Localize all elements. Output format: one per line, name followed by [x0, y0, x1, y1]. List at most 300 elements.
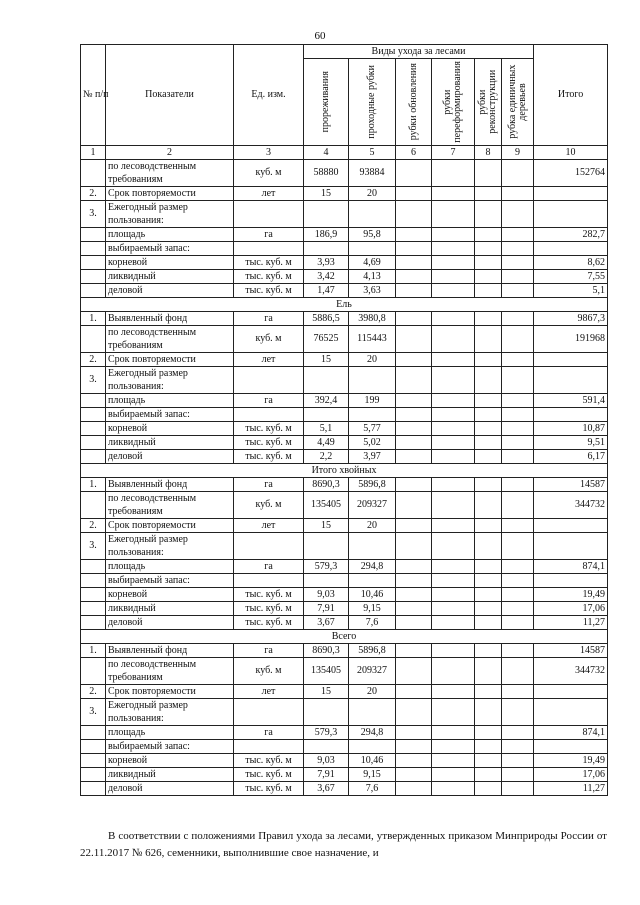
value-thinning: 135405	[304, 491, 349, 518]
value-reconstruction-cutting	[475, 255, 502, 269]
value-total: 14587	[534, 643, 608, 657]
value-thinning: 186,9	[304, 227, 349, 241]
value-renewal-cutting	[396, 407, 432, 421]
value-thinning: 76525	[304, 325, 349, 352]
row-unit: га	[234, 559, 304, 573]
value-reform-cutting	[432, 325, 475, 352]
row-number	[81, 739, 106, 753]
value-single-tree-cutting	[502, 657, 534, 684]
row-indicator: Срок повторяемости	[106, 352, 234, 366]
value-thinning	[304, 407, 349, 421]
value-total: 10,87	[534, 421, 608, 435]
value-thinning: 8690,3	[304, 477, 349, 491]
column-number: 9	[502, 145, 534, 159]
value-reform-cutting	[432, 518, 475, 532]
row-number: 2.	[81, 186, 106, 200]
value-reform-cutting	[432, 587, 475, 601]
row-unit	[234, 407, 304, 421]
value-single-tree-cutting	[502, 325, 534, 352]
value-thinning: 15	[304, 684, 349, 698]
row-indicator: по лесоводственным требованиям	[106, 159, 234, 186]
row-indicator: Ежегодный размер пользования:	[106, 698, 234, 725]
row-indicator: выбираемый запас:	[106, 573, 234, 587]
value-reform-cutting	[432, 393, 475, 407]
table-row	[81, 325, 608, 352]
row-unit: тыс. куб. м	[234, 255, 304, 269]
value-renewal-cutting	[396, 657, 432, 684]
value-total	[534, 366, 608, 393]
value-reform-cutting	[432, 601, 475, 615]
value-reconstruction-cutting	[475, 601, 502, 615]
value-renewal-cutting	[396, 311, 432, 325]
header-single-tree-cutting: рубка единичных деревьев	[506, 64, 528, 139]
value-total	[534, 573, 608, 587]
value-single-tree-cutting	[502, 186, 534, 200]
value-reform-cutting	[432, 449, 475, 463]
value-single-tree-cutting	[502, 283, 534, 297]
row-unit	[234, 698, 304, 725]
value-thinning: 7,91	[304, 767, 349, 781]
value-total	[534, 186, 608, 200]
value-passage-cutting	[349, 366, 396, 393]
column-number: 7	[432, 145, 475, 159]
row-number	[81, 491, 106, 518]
value-total: 5,1	[534, 283, 608, 297]
value-reconstruction-cutting	[475, 615, 502, 629]
value-single-tree-cutting	[502, 435, 534, 449]
row-indicator: по лесоводственным требованиям	[106, 491, 234, 518]
value-reform-cutting	[432, 657, 475, 684]
value-reconstruction-cutting	[475, 393, 502, 407]
table-row	[81, 186, 608, 200]
row-unit: лет	[234, 352, 304, 366]
value-renewal-cutting	[396, 186, 432, 200]
row-indicator: выбираемый запас:	[106, 407, 234, 421]
value-passage-cutting: 20	[349, 684, 396, 698]
value-reform-cutting	[432, 573, 475, 587]
value-reform-cutting	[432, 739, 475, 753]
value-thinning: 1,47	[304, 283, 349, 297]
value-renewal-cutting	[396, 739, 432, 753]
table-row	[81, 227, 608, 241]
value-reconstruction-cutting	[475, 781, 502, 795]
section-title: Всего	[81, 629, 608, 643]
value-reconstruction-cutting	[475, 269, 502, 283]
value-single-tree-cutting	[502, 449, 534, 463]
row-number	[81, 241, 106, 255]
value-renewal-cutting	[396, 643, 432, 657]
value-reconstruction-cutting	[475, 698, 502, 725]
value-renewal-cutting	[396, 781, 432, 795]
row-unit: га	[234, 725, 304, 739]
header-thinning: прореживания	[320, 71, 331, 133]
value-thinning: 15	[304, 186, 349, 200]
row-number	[81, 767, 106, 781]
table-row	[81, 407, 608, 421]
value-reform-cutting	[432, 352, 475, 366]
value-passage-cutting: 5896,8	[349, 643, 396, 657]
value-passage-cutting: 209327	[349, 657, 396, 684]
value-reform-cutting	[432, 725, 475, 739]
row-unit: лет	[234, 684, 304, 698]
value-reform-cutting	[432, 684, 475, 698]
table-row	[81, 739, 608, 753]
value-total	[534, 532, 608, 559]
value-total: 7,55	[534, 269, 608, 283]
value-renewal-cutting	[396, 684, 432, 698]
row-indicator: корневой	[106, 255, 234, 269]
value-reconstruction-cutting	[475, 587, 502, 601]
row-unit: га	[234, 477, 304, 491]
value-single-tree-cutting	[502, 407, 534, 421]
row-indicator: Срок повторяемости	[106, 518, 234, 532]
value-reconstruction-cutting	[475, 518, 502, 532]
row-number	[81, 573, 106, 587]
header-reform-cutting: рубки переформирования	[442, 60, 463, 143]
value-single-tree-cutting	[502, 518, 534, 532]
value-renewal-cutting	[396, 449, 432, 463]
value-single-tree-cutting	[502, 615, 534, 629]
value-passage-cutting	[349, 532, 396, 559]
value-passage-cutting	[349, 407, 396, 421]
value-passage-cutting: 209327	[349, 491, 396, 518]
value-single-tree-cutting	[502, 255, 534, 269]
section-title: Итого хвойных	[81, 463, 608, 477]
value-single-tree-cutting	[502, 200, 534, 227]
row-unit	[234, 241, 304, 255]
value-passage-cutting: 4,13	[349, 269, 396, 283]
row-number	[81, 325, 106, 352]
value-passage-cutting: 199	[349, 393, 396, 407]
row-indicator: площадь	[106, 559, 234, 573]
row-unit: га	[234, 311, 304, 325]
row-number	[81, 255, 106, 269]
value-renewal-cutting	[396, 227, 432, 241]
table-row	[81, 241, 608, 255]
row-number	[81, 227, 106, 241]
column-number: 1	[81, 145, 106, 159]
value-reconstruction-cutting	[475, 352, 502, 366]
value-passage-cutting: 5,77	[349, 421, 396, 435]
table-row	[81, 311, 608, 325]
value-passage-cutting: 10,46	[349, 753, 396, 767]
forest-care-table	[80, 44, 608, 796]
value-reconstruction-cutting	[475, 407, 502, 421]
value-renewal-cutting	[396, 559, 432, 573]
row-unit: тыс. куб. м	[234, 753, 304, 767]
value-reconstruction-cutting	[475, 767, 502, 781]
row-indicator: Выявленный фонд	[106, 311, 234, 325]
table-row	[81, 449, 608, 463]
value-total	[534, 684, 608, 698]
table-row	[81, 477, 608, 491]
value-renewal-cutting	[396, 366, 432, 393]
row-number	[81, 449, 106, 463]
table-row	[81, 518, 608, 532]
value-renewal-cutting	[396, 601, 432, 615]
value-renewal-cutting	[396, 352, 432, 366]
value-passage-cutting: 20	[349, 352, 396, 366]
value-reconstruction-cutting	[475, 477, 502, 491]
row-unit: куб. м	[234, 159, 304, 186]
value-total: 152764	[534, 159, 608, 186]
value-total	[534, 241, 608, 255]
value-total: 344732	[534, 657, 608, 684]
row-unit: тыс. куб. м	[234, 449, 304, 463]
value-thinning: 135405	[304, 657, 349, 684]
row-number	[81, 725, 106, 739]
value-total: 191968	[534, 325, 608, 352]
row-number	[81, 283, 106, 297]
table-row	[81, 421, 608, 435]
value-thinning: 8690,3	[304, 643, 349, 657]
row-unit: га	[234, 227, 304, 241]
value-reform-cutting	[432, 477, 475, 491]
value-reconstruction-cutting	[475, 449, 502, 463]
value-reform-cutting	[432, 200, 475, 227]
table-body	[81, 159, 608, 795]
row-indicator: по лесоводственным требованиям	[106, 325, 234, 352]
row-number: 3.	[81, 200, 106, 227]
row-number	[81, 269, 106, 283]
value-total: 11,27	[534, 781, 608, 795]
value-reconstruction-cutting	[475, 435, 502, 449]
row-number	[81, 407, 106, 421]
row-unit: га	[234, 393, 304, 407]
value-reform-cutting	[432, 186, 475, 200]
value-thinning: 3,42	[304, 269, 349, 283]
value-single-tree-cutting	[502, 781, 534, 795]
value-single-tree-cutting	[502, 532, 534, 559]
row-unit: тыс. куб. м	[234, 587, 304, 601]
value-single-tree-cutting	[502, 159, 534, 186]
value-total: 9867,3	[534, 311, 608, 325]
value-renewal-cutting	[396, 518, 432, 532]
value-reform-cutting	[432, 435, 475, 449]
row-indicator: Ежегодный размер пользования:	[106, 200, 234, 227]
value-reconstruction-cutting	[475, 325, 502, 352]
value-thinning: 5,1	[304, 421, 349, 435]
header-indicators: Показатели	[106, 45, 234, 146]
row-unit	[234, 739, 304, 753]
row-unit: тыс. куб. м	[234, 435, 304, 449]
value-thinning: 579,3	[304, 725, 349, 739]
header-unit: Ед. изм.	[234, 45, 304, 146]
value-thinning: 7,91	[304, 601, 349, 615]
value-renewal-cutting	[396, 393, 432, 407]
value-renewal-cutting	[396, 269, 432, 283]
value-passage-cutting: 3980,8	[349, 311, 396, 325]
value-total: 591,4	[534, 393, 608, 407]
table-row	[81, 601, 608, 615]
table-row	[81, 255, 608, 269]
header-renewal-cutting: рубки обновления	[407, 63, 419, 141]
value-passage-cutting: 20	[349, 186, 396, 200]
footer-paragraph: В соответствии с положениями Правил ухода за лесами, утвержденных приказом Минприроды России от 22.11.2017 № 626, семенники, выполнившие свое назначение, и	[80, 830, 607, 859]
value-reconstruction-cutting	[475, 241, 502, 255]
value-reconstruction-cutting	[475, 657, 502, 684]
value-reform-cutting	[432, 767, 475, 781]
value-reconstruction-cutting	[475, 200, 502, 227]
value-single-tree-cutting	[502, 739, 534, 753]
value-reform-cutting	[432, 643, 475, 657]
value-reconstruction-cutting	[475, 283, 502, 297]
value-reform-cutting	[432, 283, 475, 297]
value-single-tree-cutting	[502, 393, 534, 407]
value-passage-cutting: 95,8	[349, 227, 396, 241]
row-number	[81, 753, 106, 767]
row-unit: тыс. куб. м	[234, 781, 304, 795]
value-total: 14587	[534, 477, 608, 491]
value-passage-cutting: 4,69	[349, 255, 396, 269]
value-passage-cutting: 5896,8	[349, 477, 396, 491]
row-unit: тыс. куб. м	[234, 615, 304, 629]
value-renewal-cutting	[396, 325, 432, 352]
value-thinning	[304, 200, 349, 227]
value-thinning: 579,3	[304, 559, 349, 573]
value-renewal-cutting	[396, 573, 432, 587]
value-renewal-cutting	[396, 421, 432, 435]
row-unit: куб. м	[234, 657, 304, 684]
value-single-tree-cutting	[502, 698, 534, 725]
row-unit: тыс. куб. м	[234, 269, 304, 283]
value-reform-cutting	[432, 311, 475, 325]
table-row	[81, 269, 608, 283]
table-row	[81, 657, 608, 684]
value-total: 17,06	[534, 601, 608, 615]
value-single-tree-cutting	[502, 753, 534, 767]
row-number: 3.	[81, 366, 106, 393]
table-row	[81, 587, 608, 601]
row-number: 1.	[81, 643, 106, 657]
value-passage-cutting: 93884	[349, 159, 396, 186]
page-number: 60	[314, 30, 326, 42]
value-single-tree-cutting	[502, 241, 534, 255]
row-unit: лет	[234, 186, 304, 200]
value-passage-cutting: 115443	[349, 325, 396, 352]
value-single-tree-cutting	[502, 725, 534, 739]
value-reform-cutting	[432, 241, 475, 255]
value-total	[534, 518, 608, 532]
row-number	[81, 421, 106, 435]
table-row	[81, 781, 608, 795]
row-unit: куб. м	[234, 491, 304, 518]
value-passage-cutting	[349, 241, 396, 255]
row-number: 1.	[81, 311, 106, 325]
value-thinning: 15	[304, 352, 349, 366]
value-thinning: 9,03	[304, 587, 349, 601]
value-reform-cutting	[432, 698, 475, 725]
row-number: 3.	[81, 698, 106, 725]
table-row	[81, 393, 608, 407]
table-row	[81, 283, 608, 297]
value-reform-cutting	[432, 159, 475, 186]
value-single-tree-cutting	[502, 227, 534, 241]
value-single-tree-cutting	[502, 587, 534, 601]
row-unit	[234, 366, 304, 393]
table-row	[81, 753, 608, 767]
value-total: 19,49	[534, 753, 608, 767]
header-num: № п/п	[81, 45, 106, 146]
value-renewal-cutting	[396, 587, 432, 601]
row-unit: тыс. куб. м	[234, 283, 304, 297]
value-reconstruction-cutting	[475, 366, 502, 393]
column-number: 6	[396, 145, 432, 159]
value-thinning: 2,2	[304, 449, 349, 463]
value-thinning: 9,03	[304, 753, 349, 767]
row-number	[81, 587, 106, 601]
value-thinning: 3,67	[304, 781, 349, 795]
value-single-tree-cutting	[502, 311, 534, 325]
value-renewal-cutting	[396, 241, 432, 255]
section-header-row	[81, 463, 608, 477]
row-indicator: по лесоводственным требованиям	[106, 657, 234, 684]
value-thinning	[304, 532, 349, 559]
value-single-tree-cutting	[502, 491, 534, 518]
value-single-tree-cutting	[502, 573, 534, 587]
value-total	[534, 739, 608, 753]
value-renewal-cutting	[396, 491, 432, 518]
value-reform-cutting	[432, 491, 475, 518]
table-row	[81, 200, 608, 227]
table-row	[81, 684, 608, 698]
value-reform-cutting	[432, 255, 475, 269]
row-indicator: площадь	[106, 227, 234, 241]
row-indicator: Срок повторяемости	[106, 684, 234, 698]
value-total	[534, 352, 608, 366]
value-reform-cutting	[432, 366, 475, 393]
row-number: 2.	[81, 518, 106, 532]
section-header-row	[81, 629, 608, 643]
row-unit: тыс. куб. м	[234, 767, 304, 781]
value-passage-cutting: 9,15	[349, 767, 396, 781]
column-number: 10	[534, 145, 608, 159]
value-single-tree-cutting	[502, 269, 534, 283]
table-row	[81, 643, 608, 657]
value-reform-cutting	[432, 753, 475, 767]
value-reform-cutting	[432, 421, 475, 435]
row-number: 2.	[81, 352, 106, 366]
row-unit: тыс. куб. м	[234, 601, 304, 615]
value-passage-cutting: 20	[349, 518, 396, 532]
table-row	[81, 698, 608, 725]
value-passage-cutting: 3,63	[349, 283, 396, 297]
value-single-tree-cutting	[502, 767, 534, 781]
value-reconstruction-cutting	[475, 159, 502, 186]
row-number	[81, 393, 106, 407]
value-reconstruction-cutting	[475, 573, 502, 587]
row-indicator: площадь	[106, 393, 234, 407]
value-passage-cutting: 7,6	[349, 781, 396, 795]
row-indicator: ликвидный	[106, 435, 234, 449]
row-indicator: выбираемый запас:	[106, 739, 234, 753]
value-renewal-cutting	[396, 283, 432, 297]
value-total: 344732	[534, 491, 608, 518]
table-row	[81, 159, 608, 186]
value-renewal-cutting	[396, 159, 432, 186]
value-passage-cutting	[349, 573, 396, 587]
value-reform-cutting	[432, 781, 475, 795]
column-number: 8	[475, 145, 502, 159]
row-indicator: Срок повторяемости	[106, 186, 234, 200]
table-row	[81, 366, 608, 393]
table-row	[81, 767, 608, 781]
value-renewal-cutting	[396, 255, 432, 269]
table-row	[81, 352, 608, 366]
value-reconstruction-cutting	[475, 421, 502, 435]
value-single-tree-cutting	[502, 366, 534, 393]
header-reconstruction-cutting: рубки реконструкции	[477, 69, 498, 134]
